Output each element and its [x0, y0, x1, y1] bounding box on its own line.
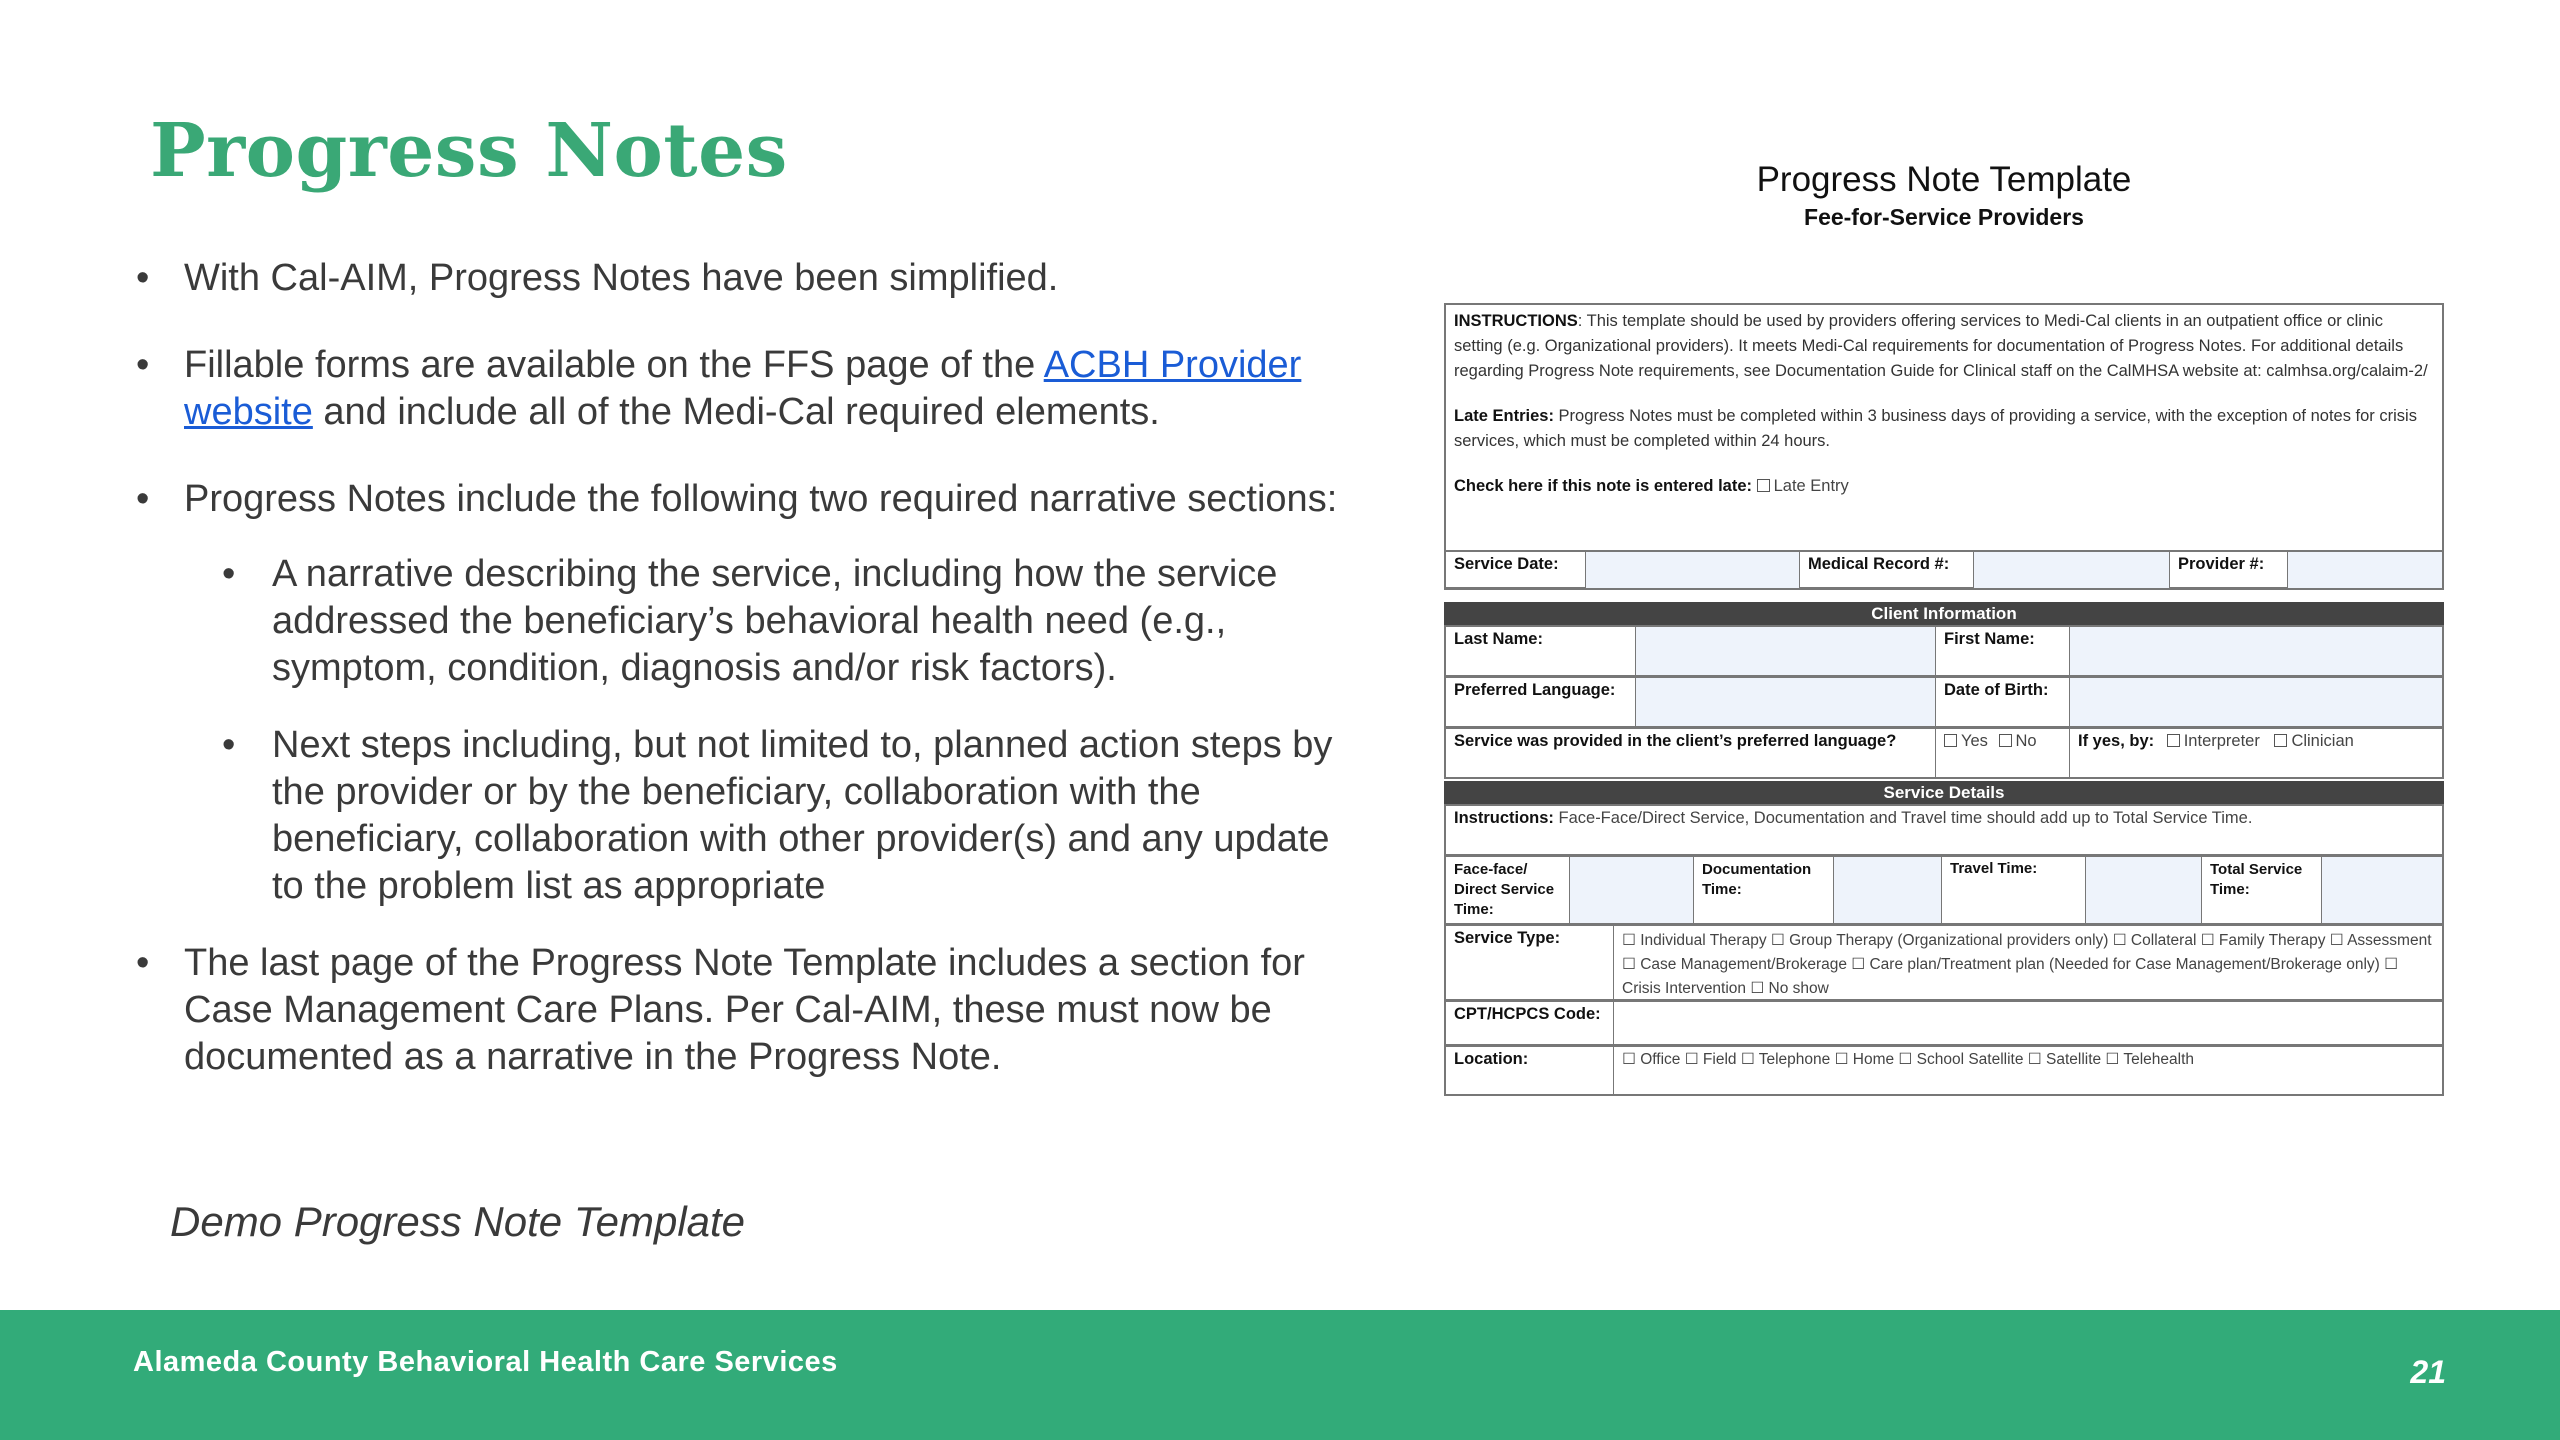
if-yes-options [2070, 729, 2442, 777]
yes-label: Yes [1961, 732, 1988, 750]
preferred-language-field[interactable] [1636, 678, 1936, 726]
medical-record-label: Medical Record #: [1800, 552, 1974, 588]
sub-bullet-item [216, 722, 1350, 910]
service-type-label: Service Type: [1446, 926, 1614, 999]
provider-number-field[interactable] [2288, 552, 2442, 588]
bullet-item [130, 255, 1350, 302]
form-row-language [1444, 676, 2444, 728]
late-entries-label: Late Entries: [1454, 407, 1554, 425]
bullet-glyph: • [136, 344, 150, 386]
interpreter-label: Interpreter [2183, 732, 2260, 750]
travel-time-field[interactable] [2086, 857, 2202, 923]
medical-record-field[interactable] [1974, 552, 2170, 588]
service-instructions-text: Face-Face/Direct Service, Documentation and Travel time should add up to Total Service Time. [1553, 809, 2253, 827]
preferred-language-question: Service was provided in the client’s preferred language? [1446, 729, 1936, 777]
bullet-item [130, 342, 1350, 436]
bullet-glyph: • [222, 553, 236, 595]
acbh-provider-website-link[interactable]: ACBH Provider website [184, 344, 1302, 433]
cpt-code-field[interactable] [1614, 1002, 2442, 1044]
provider-number-label: Provider #: [2170, 552, 2288, 588]
service-date-field[interactable] [1586, 552, 1800, 588]
form-row-location [1444, 1045, 2444, 1096]
form-row-times [1444, 855, 2444, 925]
preferred-language-label: Preferred Language: [1446, 678, 1636, 726]
service-date-label: Service Date: [1446, 552, 1586, 588]
bullet-item [130, 476, 1350, 523]
travel-time-label: Travel Time: [1942, 857, 2086, 923]
total-time-label: Total Service Time: [2202, 857, 2322, 923]
slide-title: Progress Notes [150, 108, 788, 194]
if-yes-label: If yes, by: [2078, 732, 2155, 750]
form-row-service-type [1444, 924, 2444, 1001]
form-title: Progress Note Template [1756, 160, 2132, 199]
instructions-label: INSTRUCTIONS [1454, 312, 1578, 330]
interpreter-checkbox[interactable] [2167, 734, 2180, 747]
page-number: 21 [2410, 1354, 2446, 1390]
bullet-text: Next steps including, but not limited to, planned action steps by the provider or by the beneficiary, collaboration with the beneficiary, collaboration with other provider(s) and any update to the problem list as appropriate [272, 724, 1333, 907]
clinician-checkbox[interactable] [2274, 734, 2287, 747]
no-checkbox[interactable] [1999, 734, 2012, 747]
bullet-glyph: • [136, 942, 150, 984]
yes-checkbox[interactable] [1944, 734, 1957, 747]
form-row-cpt [1444, 1000, 2444, 1046]
client-information-header: Client Information [1444, 602, 2444, 626]
bullet-item [130, 940, 1350, 1081]
late-check-label: Check here if this note is entered late: [1454, 477, 1752, 495]
first-name-field[interactable] [2070, 627, 2442, 675]
late-entries-text: Progress Notes must be completed within 3 business days of providing a service, with the exception of notes for crisis services, which must be completed within 24 hours. [1454, 407, 2417, 450]
last-name-field[interactable] [1636, 627, 1936, 675]
face-time-field[interactable] [1570, 857, 1694, 923]
clinician-label: Clinician [2291, 732, 2354, 750]
form-subtitle: Fee-for-Service Providers [1804, 204, 2084, 230]
yes-no-options [1936, 729, 2070, 777]
bullet-glyph: • [136, 478, 150, 520]
footer-bar [0, 1310, 2560, 1440]
face-time-label: Face-face/ Direct Service Time: [1446, 857, 1570, 923]
bullet-text: The last page of the Progress Note Template includes a section for Case Management Care Plans. Per Cal-AIM, these must now be documented as a narrative in the Progress Note. [184, 942, 1305, 1078]
bullet-text-pre: Fillable forms are available on the FFS page of the [184, 344, 1044, 386]
service-type-options[interactable]: ☐ Individual Therapy ☐ Group Therapy (Organizational providers only) ☐ Collateral ☐ Family Therapy ☐ Assessment ☐ Case Management/Brokerage ☐ Care plan/Treatment plan (Needed for Case Management/Brokerage only) ☐ Crisis Intervention ☐ No show [1622, 932, 2432, 997]
form-instructions-box [1444, 303, 2444, 589]
service-instructions-label: Instructions: [1454, 809, 1554, 827]
late-entry-checkbox[interactable] [1757, 479, 1770, 492]
cpt-code-label: CPT/HCPCS Code: [1446, 1002, 1614, 1044]
no-label: No [2015, 732, 2037, 750]
last-name-label: Last Name: [1446, 627, 1636, 675]
form-row-names [1444, 625, 2444, 677]
date-of-birth-label: Date of Birth: [1936, 678, 2070, 726]
service-details-header: Service Details [1444, 781, 2444, 805]
late-entry-option: Late Entry [1773, 477, 1849, 495]
first-name-label: First Name: [1936, 627, 2070, 675]
bullet-list [130, 255, 1350, 1121]
bullet-glyph: • [136, 257, 150, 299]
documentation-time-field[interactable] [1834, 857, 1942, 923]
location-label: Location: [1446, 1047, 1614, 1094]
form-row-service-instructions [1444, 804, 2444, 856]
form-image-title [1444, 160, 2444, 231]
bullet-text-post: and include all of the Medi-Cal required elements. [312, 391, 1160, 433]
service-instructions [1446, 806, 2442, 854]
documentation-time-label: Documentation Time: [1694, 857, 1834, 923]
bullet-glyph: • [222, 724, 236, 766]
location-options[interactable]: ☐ Office ☐ Field ☐ Telephone ☐ Home ☐ School Satellite ☐ Satellite ☐ Telehealth [1622, 1051, 2195, 1068]
form-row-service-date [1444, 550, 2444, 590]
bullet-text: With Cal-AIM, Progress Notes have been simplified. [184, 257, 1059, 299]
footer-organization: Alameda County Behavioral Health Care Services [133, 1346, 838, 1378]
demo-template-caption: Demo Progress Note Template [170, 1198, 746, 1245]
total-time-field[interactable] [2322, 857, 2442, 923]
bullet-text: Progress Notes include the following two required narrative sections: [184, 478, 1338, 520]
instructions-text: : This template should be used by providers offering services to Medi-Cal clients in an outpatient office or clinic setting (e.g. Organizational providers). It meets Medi-Cal requirements for documentation of Progress Notes. For additional details regarding Progress Note requirements, see Documentation Guide for Clinical staff on the CalMHSA website at: calmhsa.org/calaim-2/ [1454, 312, 2428, 380]
form-row-preferred-language-question [1444, 727, 2444, 779]
sub-bullet-item [216, 551, 1350, 692]
bullet-text: A narrative describing the service, including how the service addressed the beneficiary’s behavioral health need (e.g., symptom, condition, diagnosis and/or risk factors). [272, 553, 1278, 689]
date-of-birth-field[interactable] [2070, 678, 2442, 726]
